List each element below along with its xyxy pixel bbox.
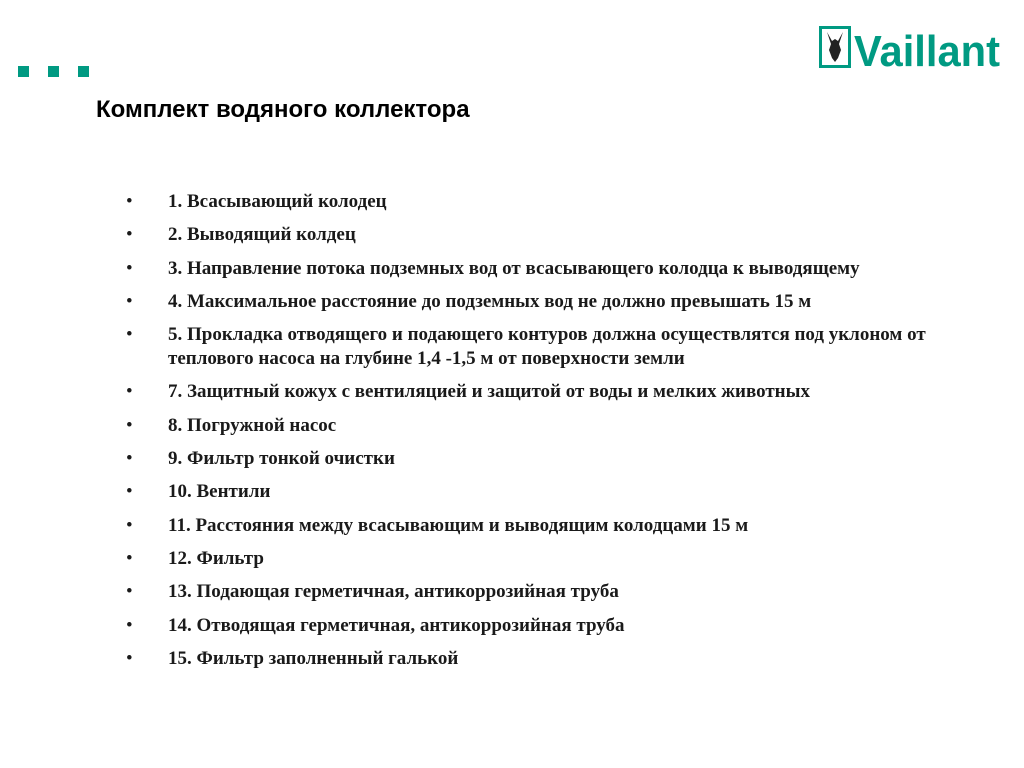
list-item [126,290,986,314]
vaillant-logo [818,24,1002,72]
decorative-dot [48,66,59,77]
list-item [126,547,986,571]
list-item-text: 4. Максимальное расстояние до подземных вод не должно превышать 15 м [168,290,812,312]
list-item-text: 15. Фильтр заполненный галькой [168,647,459,669]
bullet: • [126,290,133,312]
list-item [126,614,986,638]
bullet: • [126,324,133,346]
bullet-list [126,190,986,680]
list-item [126,647,986,671]
bullet: • [126,547,133,569]
bullet: • [126,414,133,436]
list-item [126,323,986,371]
bullet: • [126,647,133,669]
bullet: • [126,614,133,636]
list-item-text: 10. Вентили [168,481,271,503]
list-item-text: 1. Всасывающий колодец [168,191,387,212]
list-item [126,380,986,404]
list-item-text: 5. Прокладка отводящего и подающего контуров должна осуществлятся под уклоном от теплового насоса на глубине 1,4 -1,5 м от поверхности земли [168,324,926,370]
list-item [126,190,986,214]
bullet: • [126,514,133,536]
bullet: • [126,191,133,212]
bullet: • [126,257,133,279]
logo-text: Vaillant [854,27,1001,72]
list-item-text: 14. Отводящая герметичная, антикоррозийная труба [168,614,625,636]
decorative-dots [18,66,89,77]
list-item-text: 9. Фильтр тонкой очистки [168,448,395,470]
list-item [126,514,986,538]
bullet: • [126,381,133,403]
list-item-text: 11. Расстояния между всасывающим и выводящим колодцами 15 м [168,514,749,536]
list-item-text: 8. Погружной насос [168,414,337,436]
list-item [126,257,986,281]
list-item-text: 2. Выводящий колдец [168,224,356,246]
bullet: • [126,481,133,503]
decorative-dot [78,66,89,77]
page-title: Комплект водяного коллектора [96,96,470,123]
list-item [126,480,986,504]
list-item [126,580,986,604]
list-item [126,414,986,438]
bullet: • [126,581,133,603]
list-item [126,223,986,247]
list-item-text: 7. Защитный кожух с вентиляцией и защитой от воды и мелких животных [168,381,810,403]
list-item-text: 13. Подающая герметичная, антикоррозийная труба [168,581,619,603]
bullet: • [126,224,133,246]
list-item-text: 3. Направление потока подземных вод от всасывающего колодца к выводящему [168,257,860,279]
bullet: • [126,448,133,470]
decorative-dot [18,66,29,77]
list-item-text: 12. Фильтр [168,547,264,569]
list-item [126,447,986,471]
